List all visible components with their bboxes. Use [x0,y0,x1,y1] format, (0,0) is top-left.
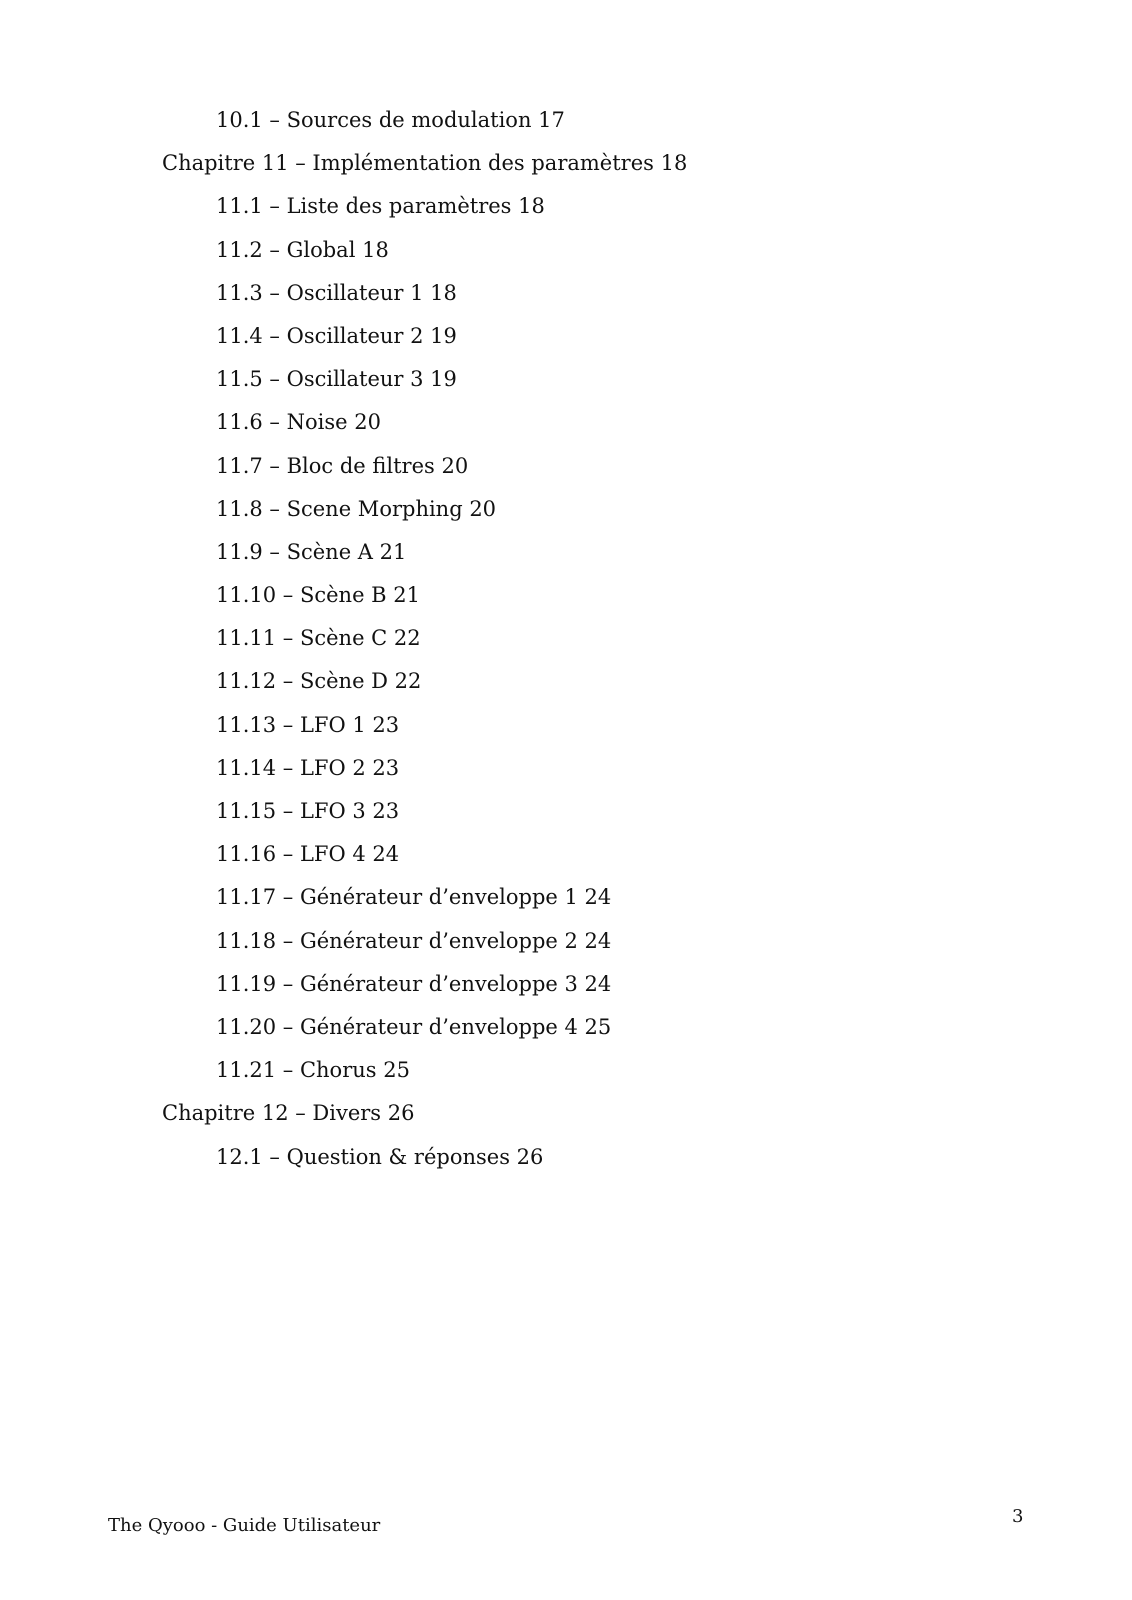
toc-entry-11-16: 11.16 – LFO 4 24 [216,842,400,867]
toc-entry-11-5: 11.5 – Oscillateur 3 19 [216,367,457,392]
toc-chapter-11: Chapitre 11 – Implémentation des paramètres 18 [162,151,688,176]
toc-entry-11-3: 11.3 – Oscillateur 1 18 [216,280,457,305]
toc-entry-11-21: 11.21 – Chorus 25 [216,1058,410,1083]
toc-entry-11-18: 11.18 – Générateur d’enveloppe 2 24 [216,928,612,953]
toc-entry-11-4: 11.4 – Oscillateur 2 19 [216,323,457,348]
toc-entry-11-1: 11.1 – Liste des paramètres 18 [216,194,545,219]
toc-entry-11-9: 11.9 – Scène A 21 [216,539,407,564]
toc-entry-11-17: 11.17 – Générateur d’enveloppe 1 24 [216,885,612,910]
toc-entry-11-11: 11.11 – Scène C 22 [216,626,421,651]
footer-title: The Qyooo - Guide Utilisateur [108,1515,381,1536]
toc-entry-11-7: 11.7 – Bloc de filtres 20 [216,453,469,478]
page-number: 3 [1012,1506,1024,1527]
toc-chapter-12: Chapitre 12 – Divers 26 [162,1101,415,1126]
toc-entry-11-15: 11.15 – LFO 3 23 [216,799,400,823]
toc-entry-11-6: 11.6 – Noise 20 [216,410,381,435]
toc-entry-11-10: 11.10 – Scène B 21 [216,583,421,608]
toc-entry-11-13: 11.13 – LFO 1 23 [216,712,400,737]
toc-entry-12-1: 12.1 – Question & réponses 26 [216,1144,544,1169]
toc-entry-11-2: 11.2 – Global 18 [216,237,389,262]
toc-entry-10-1: 10.1 – Sources de modulation 17 [216,108,565,132]
toc-entry-11-14: 11.14 – LFO 2 23 [216,755,400,780]
toc-entry-11-20: 11.20 – Générateur d’enveloppe 4 25 [216,1014,612,1039]
toc-entry-11-8: 11.8 – Scene Morphing 20 [216,496,497,521]
table-of-contents [0,102,1132,1182]
toc-entry-11-19: 11.19 – Générateur d’enveloppe 3 24 [216,971,612,996]
toc-entry-11-12: 11.12 – Scène D 22 [216,669,422,694]
